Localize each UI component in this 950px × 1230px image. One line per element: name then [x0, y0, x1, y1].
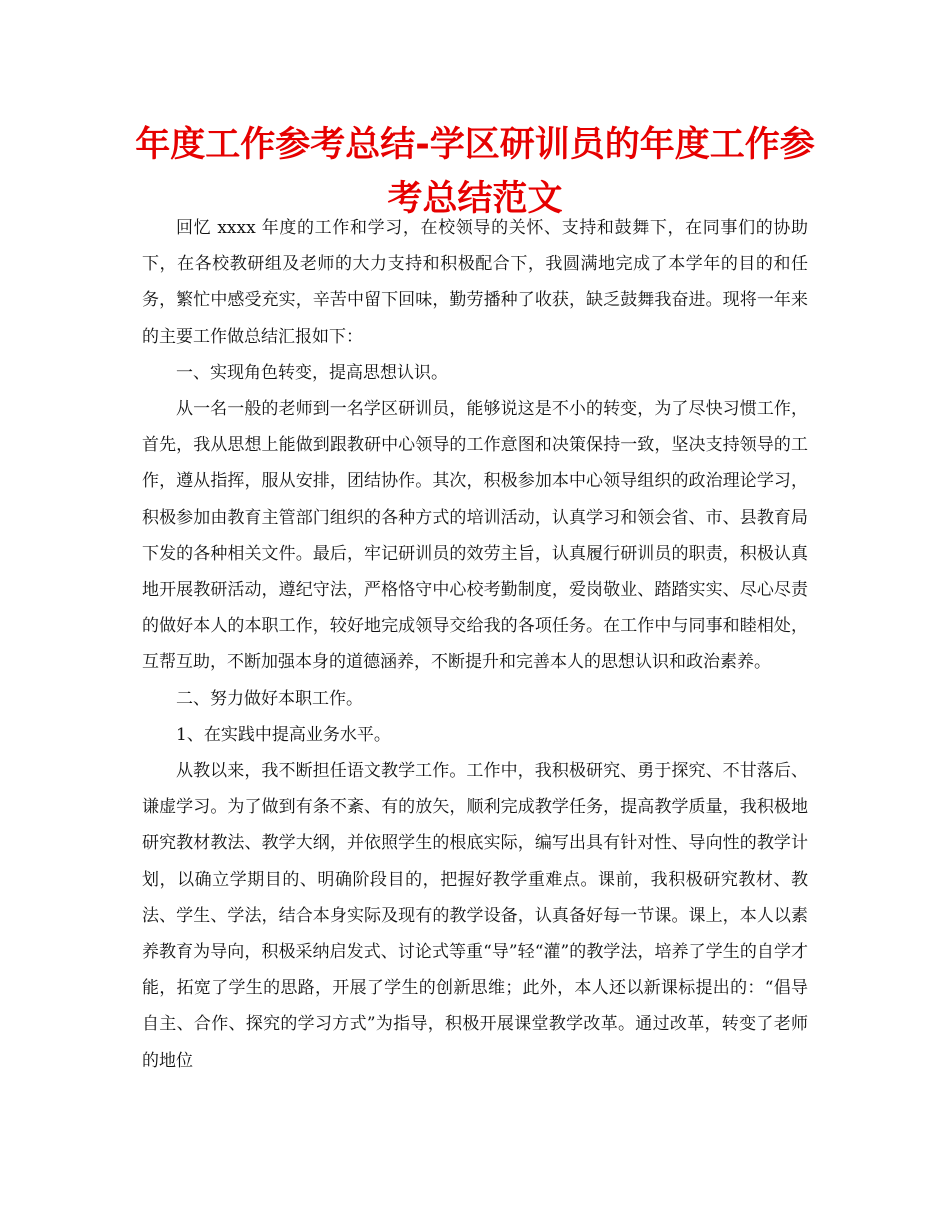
document-body	[142, 210, 808, 1079]
heading-section-two: 二、努力做好本职工作。	[176, 688, 363, 709]
heading-section-one: 一、实现角色转变，提高思想认识。	[176, 362, 448, 383]
paragraph-intro: 回忆 xxxx 年度的工作和学习，在校领导的关怀、支持和鼓舞下，在同事们的协助下，在各校教研组及老师的大力支持和积极配合下，我圆满地完成了本学年的目的和任务，繁忙中感受充实，辛苦中留下回味，勤劳播种了收获，缺乏鼓舞我奋进。现将一年来的主要工作做总结汇报如下：	[142, 218, 808, 347]
paragraph-section-one: 从一名一般的老师到一名学区研训员，能够说这是不小的转变，为了尽快习惯工作，首先，我从思想上能做到跟教研中心领导的工作意图和决策保持一致，坚决支持领导的工作，遵从指挥，服从安排，团结协作。其次，积极参加本中心领导组织的政治理论学习，积极参加由教育主管部门组织的各种方式的培训活动，认真学习和领会省、市、县教育局下发的各种相关文件。最后，牢记研训员的效劳主旨，认真履行研训员的职责，积极认真地开展教研活动，遵纪守法，严格恪守中心校考勤制度，爱岗敬业、踏踏实实、尽心尽责的做好本人的本职工作，较好地完成领导交给我的各项任务。在工作中与同事和睦相处，互帮互助，不断加强本身的道德涵养，不断提升和完善本人的思想认识和政治素养。	[142, 399, 808, 673]
subheading-item-one: 1、在实践中提高业务水平。	[176, 724, 391, 745]
document-title: 年度工作参考总结-学区研训员的年度工作参考总结范文	[135, 125, 815, 219]
paragraph-item-one: 从教以来，我不断担任语文教学工作。工作中，我积极研究、勇于探究、不甘落后、谦虚学习。为了做到有条不紊、有的放矢，顺利完成教学任务，提高教学质量，我积极地研究教材教法、教学大纲，并依照学生的根底实际，编写出具有针对性、导向性的教学计划，以确立学期目的、明确阶段目的，把握好教学重难点。课前，我积极研究教材、教法、学生、学法，结合本身实际及现有的教学设备，认真备好每一节课。课上，本人以素养教育为导向，积极采纳启发式、讨论式等重“导”轻“灌”的教学法，培养了学生的自学才能，拓宽了学生的思路，开展了学生的创新思维；此外，本人还以新课标提出的：“倡导自主、合作、探究的学习方式”为指导，积极开展课堂教学改革。通过改革，转变了老师的地位	[142, 761, 808, 1071]
